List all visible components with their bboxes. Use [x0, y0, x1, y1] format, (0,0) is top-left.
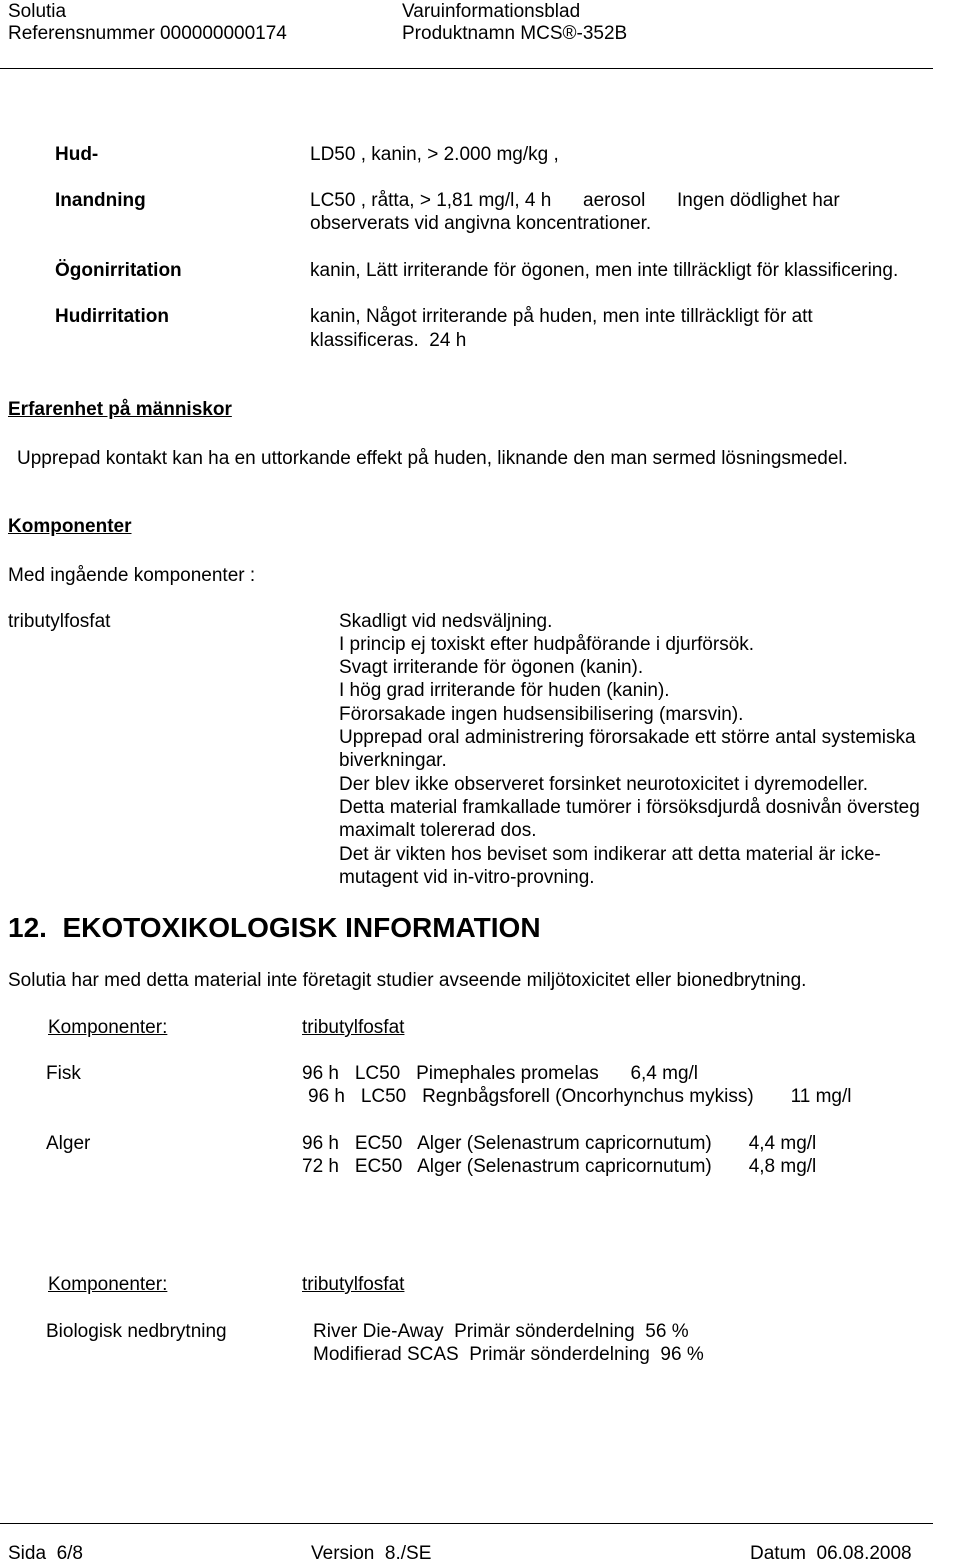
component-line: Detta material framkallade tumörer i försöksdjurdå dosnivån översteg — [339, 797, 920, 818]
bio-components-label: Komponenter: — [48, 1274, 168, 1295]
eco-component-name: tributylfosfat — [302, 1017, 405, 1038]
fisk-label: Fisk — [46, 1063, 81, 1084]
components-intro: Med ingående komponenter : — [8, 565, 256, 586]
ogonirritation-value: kanin, Lätt irriterande för ögonen, men inte tillräckligt för klassificering. — [310, 260, 899, 281]
hudirritation-value-line2: klassificeras. 24 h — [310, 330, 467, 351]
component-line: Förorsakade ingen hudsensibilisering (marsvin). — [339, 704, 744, 725]
component-line: I princip ej toxiskt efter hudpåförande i djurförsök. — [339, 634, 755, 655]
biodegradation-line1: River Die-Away Primär sönderdelning 56 % — [313, 1321, 689, 1342]
inandning-label: Inandning — [55, 190, 146, 211]
header-divider — [0, 68, 933, 69]
hudirritation-value-line1: kanin, Något irriterande på huden, men inte tillräckligt för att — [310, 306, 813, 327]
inandning-value-line2: observerats vid angivna koncentrationer. — [310, 213, 652, 234]
component-line: biverkningar. — [339, 750, 447, 771]
footer-page: Sida 6/8 — [8, 1543, 83, 1564]
component-name: tributylfosfat — [8, 611, 111, 632]
ogonirritation-label: Ögonirritation — [55, 260, 182, 281]
footer-date: Datum 06.08.2008 — [750, 1543, 912, 1564]
fisk-line2: 96 h LC50 Regnbågsforell (Oncorhynchus mykiss) 11 mg/l — [308, 1086, 852, 1107]
footer-version: Version 8./SE — [311, 1543, 432, 1564]
header-reference-number: Referensnummer 000000000174 — [8, 23, 287, 44]
alger-line1: 96 h EC50 Alger (Selenastrum capricornutum) 4,4 mg/l — [302, 1133, 817, 1154]
component-line: Upprepad oral administrering förorsakade ett större antal systemiska — [339, 727, 916, 748]
header-product-name: Produktnamn MCS®-352B — [402, 23, 628, 44]
fisk-line1: 96 h LC50 Pimephales promelas 6,4 mg/l — [302, 1063, 699, 1084]
hud-value: LD50 , kanin, > 2.000 mg/kg , — [310, 144, 559, 165]
experience-text: Upprepad kontakt kan ha en uttorkande effekt på huden, liknande den man sermed lösningsmedel. — [17, 448, 848, 469]
alger-line2: 72 h EC50 Alger (Selenastrum capricornutum) 4,8 mg/l — [302, 1156, 817, 1177]
section-12-heading: 12. EKOTOXIKOLOGISK INFORMATION — [8, 912, 541, 943]
component-line: maximalt tolererad dos. — [339, 820, 537, 841]
component-line: Svagt irriterande för ögonen (kanin). — [339, 657, 644, 678]
inandning-value-line1: LC50 , råtta, > 1,81 mg/l, 4 h aerosol Ingen dödlighet har — [310, 190, 840, 211]
bio-component-name: tributylfosfat — [302, 1274, 405, 1295]
hud-label: Hud- — [55, 144, 99, 165]
component-line: mutagent vid in-vitro-provning. — [339, 867, 595, 888]
component-line: I hög grad irriterande för huden (kanin). — [339, 680, 670, 701]
component-line: Der blev ikke observeret forsinket neurotoxicitet i dyremodeller. — [339, 774, 869, 795]
eco-intro: Solutia har med detta material inte företagit studier avseende miljötoxicitet eller bionedbrytning. — [8, 970, 807, 991]
alger-label: Alger — [46, 1133, 91, 1154]
biodegradation-line2: Modifierad SCAS Primär sönderdelning 96 % — [313, 1344, 704, 1365]
eco-components-label: Komponenter: — [48, 1017, 168, 1038]
component-line: Det är vikten hos beviset som indikerar att detta material är icke- — [339, 844, 881, 865]
footer-divider — [0, 1523, 933, 1524]
biodegradation-label: Biologisk nedbrytning — [46, 1321, 227, 1342]
experience-heading: Erfarenhet på människor — [8, 399, 232, 420]
component-line: Skadligt vid nedsväljning. — [339, 611, 553, 632]
components-heading: Komponenter — [8, 516, 132, 537]
header-doc-type: Varuinformationsblad — [402, 1, 581, 22]
header-company: Solutia — [8, 1, 67, 22]
hudirritation-label: Hudirritation — [55, 306, 169, 327]
